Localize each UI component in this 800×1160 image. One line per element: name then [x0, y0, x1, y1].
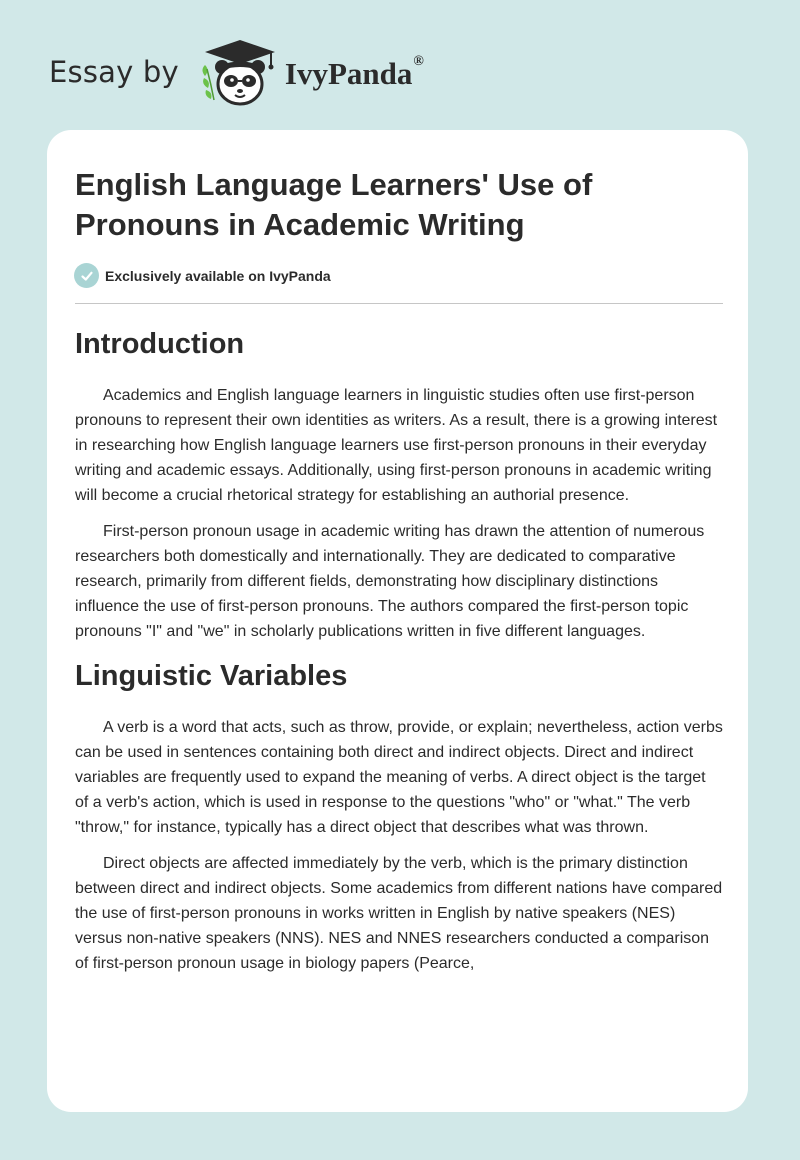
- paragraph: Direct objects are affected immediately by the verb, which is the primary distinction between direct and indirect objects. Some academics from different nations have compared the use of first-person pronouns in works written in English by native speakers (NES) versus non-native speakers (NNS). NES and NNES researchers conducted a comparison of first-person pronoun usage in biology papers (Pearce,: [75, 855, 723, 972]
- exclusive-badge: [74, 263, 331, 288]
- paragraph: Academics and English language learners in linguistic studies often use first-person pronouns to represent their own identities as writers. As a result, there is a growing interest in researching how English language learners use first-person pronouns in their everyday writing and academic essays. Additionally, using first-person pronouns in academic writing will become a crucial rhetorical strategy for establishing an authorial presence.: [75, 387, 718, 504]
- section-linguistic-variables: [75, 656, 723, 976]
- check-icon: [74, 263, 99, 288]
- registered-mark: ®: [413, 54, 424, 69]
- site-header: [49, 36, 424, 108]
- essay-title: English Language Learners' Use of Pronouns in Academic Writing: [75, 167, 593, 242]
- section-heading: Introduction: [75, 328, 245, 360]
- section-heading: Linguistic Variables: [75, 660, 348, 692]
- paragraph: First-person pronoun usage in academic writing has drawn the attention of numerous researchers both domestically and internationally. They are dedicated to comparative research, primarily from different fields, demonstrating how disciplinary distinctions influence the use of first-person pronouns. The authors compared the first-person topic pronouns "I" and "we" in scholarly publications written in five different languages.: [75, 523, 705, 640]
- badge-text: Exclusively available on IvyPanda: [105, 267, 331, 284]
- paragraph: A verb is a word that acts, such as throw, provide, or explain; nevertheless, action verbs can be used in sentences containing both direct and indirect objects. Direct and indirect variables are frequently used to expand the meaning of verbs. A direct object is the target of a verb's action, which is used in response to the questions "who" or "what." The verb "throw," for instance, typically has a direct object that describes what was thrown.: [75, 719, 723, 836]
- section-introduction: [75, 324, 723, 644]
- brand-name[interactable]: [285, 56, 424, 92]
- essay-by-label: Essay by: [49, 55, 179, 89]
- essay-body: [75, 318, 723, 987]
- divider: [75, 303, 723, 304]
- brand-text: IvyPanda: [284, 56, 413, 91]
- essay-card: [47, 130, 748, 1112]
- panda-graduate-logo-icon[interactable]: [197, 36, 283, 108]
